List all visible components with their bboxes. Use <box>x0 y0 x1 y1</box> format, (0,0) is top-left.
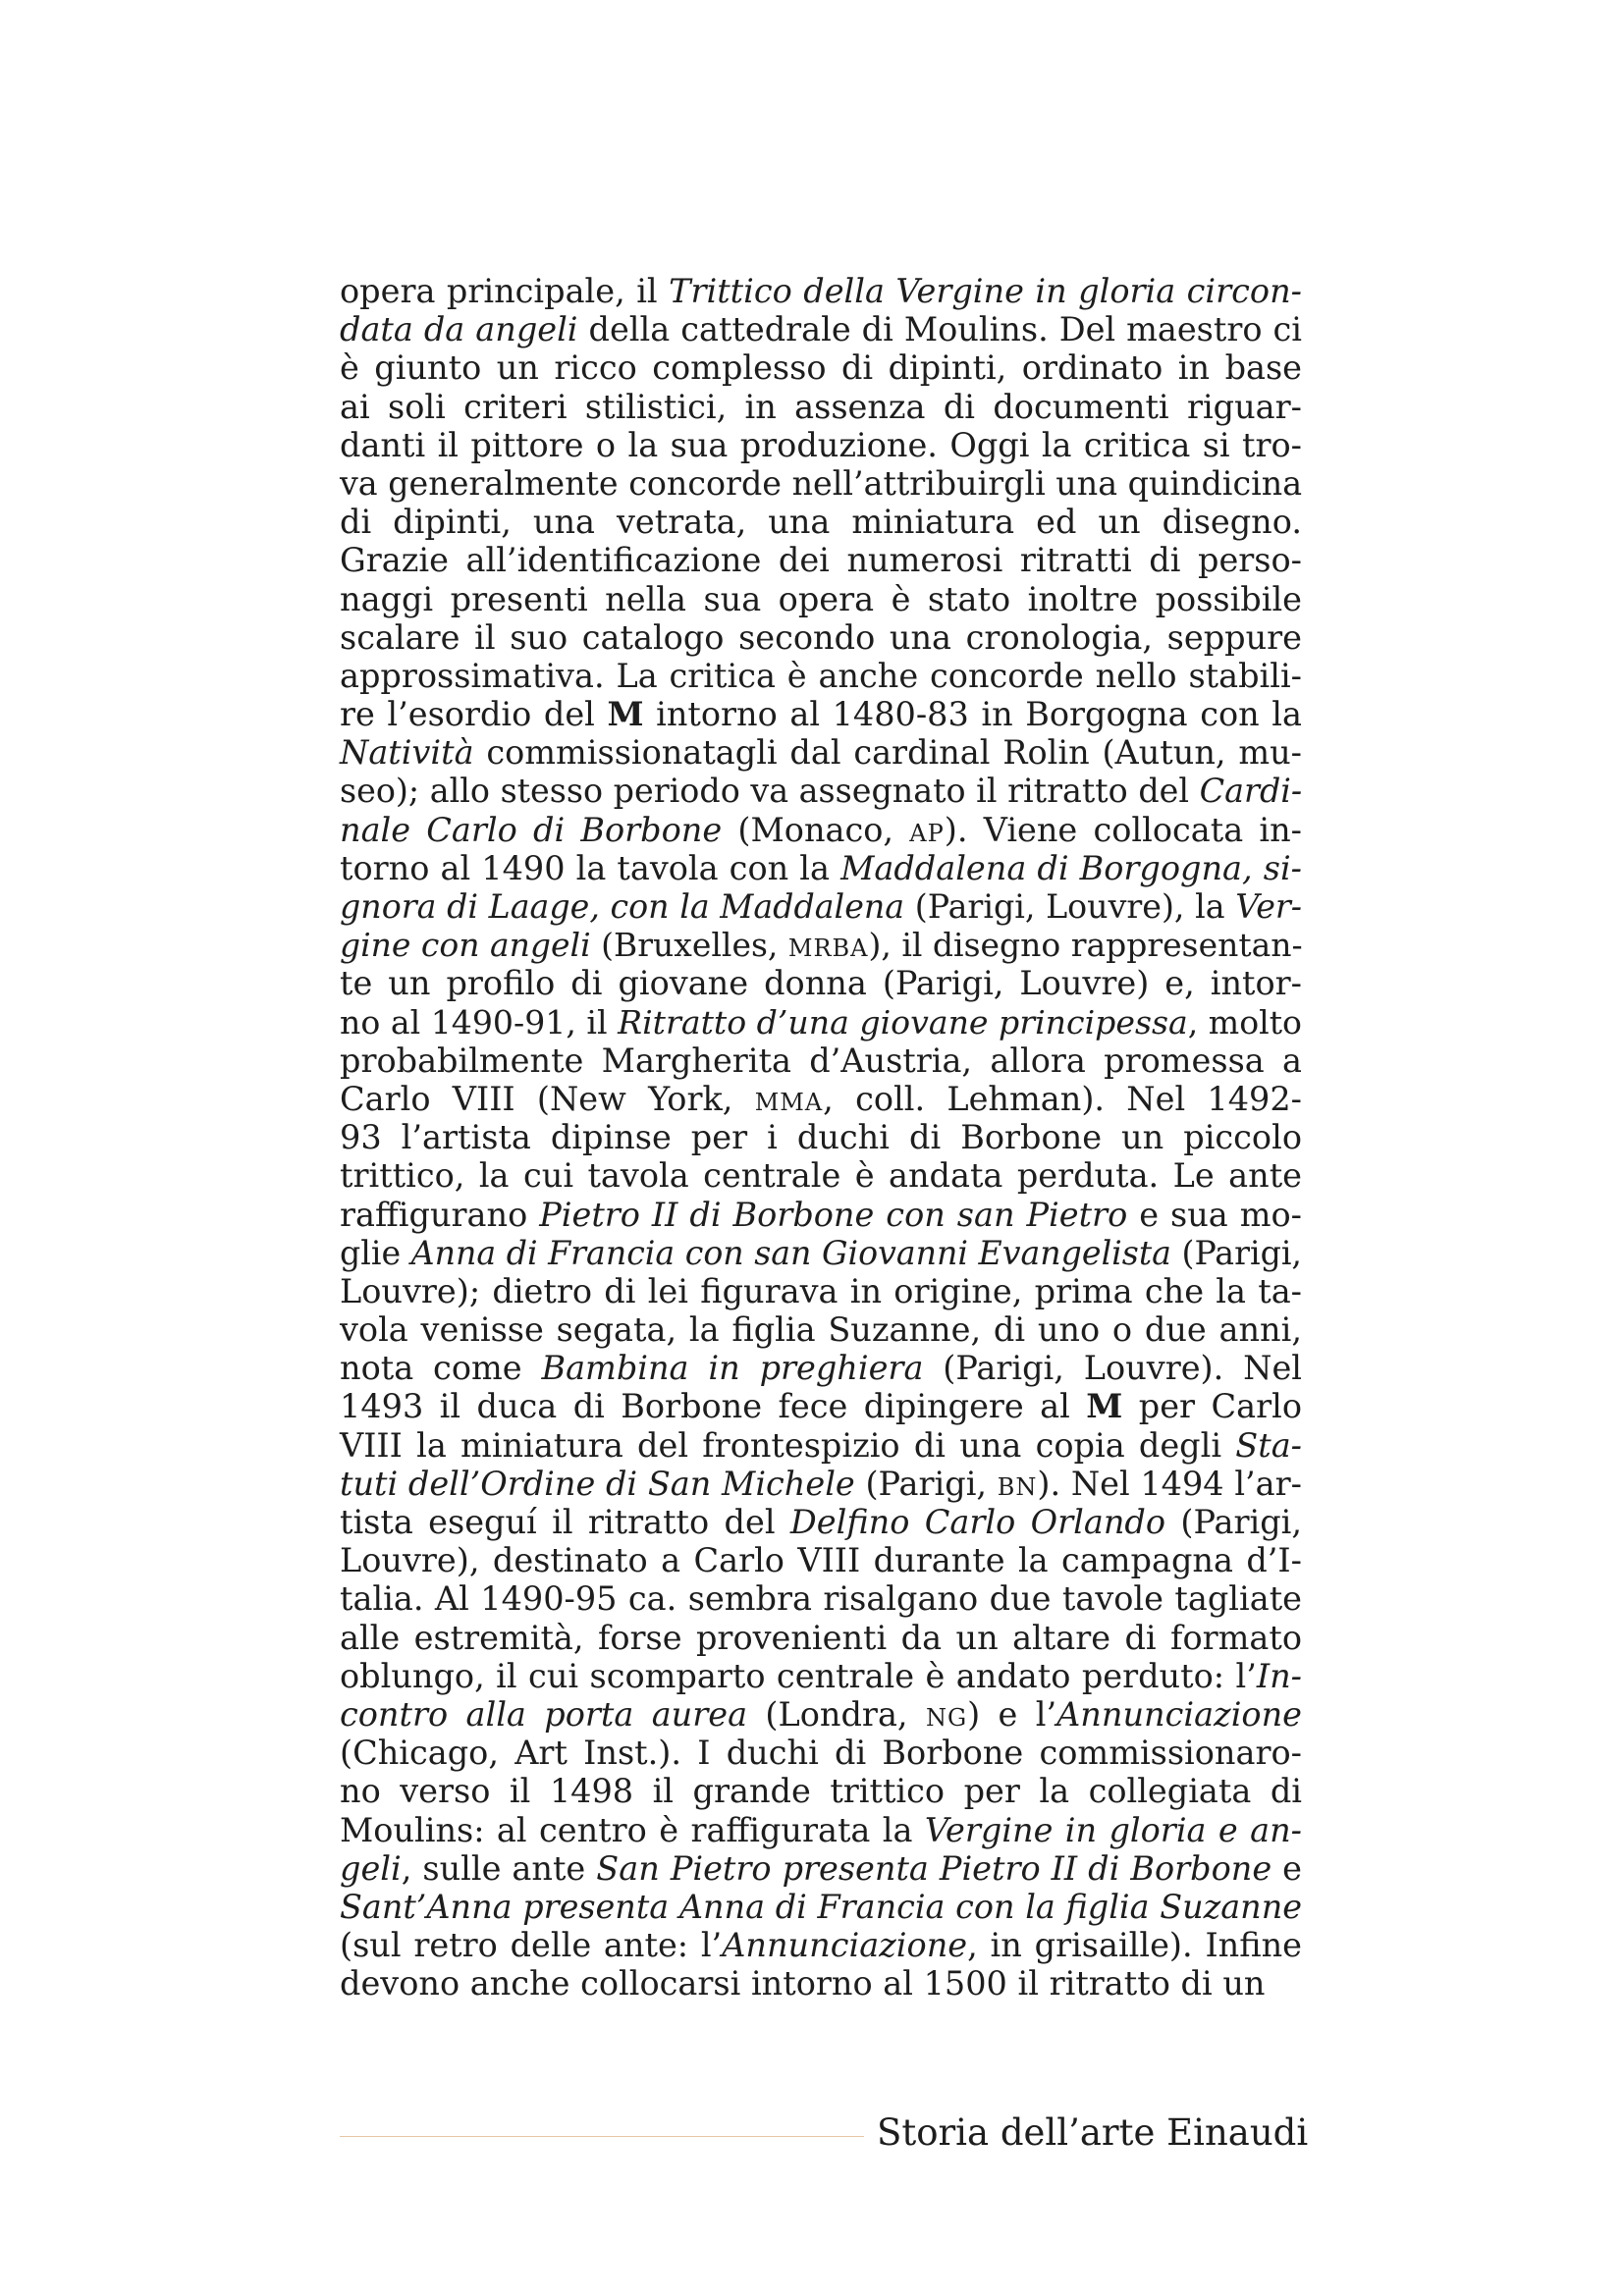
italic-text: Ritratto d’una giovane principessa <box>618 1002 1188 1041</box>
body-line <box>340 964 1302 1002</box>
text-run: no al 1490-91, il <box>340 1002 619 1041</box>
italic-text: Trittico della Vergine in gloria circon- <box>669 272 1302 310</box>
text-run: (Parigi, Louvre). Nel <box>923 1349 1303 1388</box>
body-line <box>340 811 1302 849</box>
body-line <box>340 348 1302 387</box>
text-run: (Londra, <box>747 1694 926 1734</box>
small-caps-text: AP <box>909 819 945 847</box>
text-run: della cattedrale di Moulins. Del maestro ci <box>577 310 1302 349</box>
text-run: te un profilo di giovane donna (Parigi, Louvre) e, intor- <box>340 964 1302 1003</box>
bold-text: M <box>607 695 644 734</box>
text-run: va generalmente concorde nell’attribuirgli una quindicina <box>340 463 1303 503</box>
body-line <box>340 1964 1302 2002</box>
text-run: , coll. Lehman). Nel 1492- <box>823 1079 1302 1118</box>
text-run: (sul retro delle ante: l’ <box>340 1926 723 1965</box>
body-line <box>340 733 1302 772</box>
body-line <box>340 1503 1302 1541</box>
body-line <box>340 1041 1302 1080</box>
italic-text: nale Carlo di Borbone <box>340 810 723 849</box>
small-caps-text: NG <box>925 1703 968 1732</box>
body-line <box>340 1926 1302 1964</box>
body-line <box>340 1426 1302 1465</box>
text-run: 93 l’artista dipinse per i duchi di Borbone un piccolo <box>340 1118 1302 1157</box>
text-run: opera principale, il <box>340 272 670 310</box>
body-line <box>340 464 1302 503</box>
italic-text: contro alla porta aurea <box>340 1694 748 1734</box>
bold-text: M <box>1086 1387 1123 1426</box>
text-run: vola venisse segata, la figlia Suzanne, di uno o due anni, <box>340 1310 1302 1350</box>
body-line <box>340 1657 1302 1695</box>
text-run: intorno al 1480-83 in Borgogna con la <box>643 695 1302 734</box>
body-line <box>340 1234 1302 1272</box>
body-line <box>340 1695 1302 1734</box>
text-run: (Parigi, Louvre), la <box>904 887 1236 926</box>
body-line <box>340 695 1302 733</box>
body-line <box>340 849 1302 887</box>
body-line <box>340 657 1302 695</box>
text-run: ). Nel 1494 l’ar- <box>1037 1464 1302 1503</box>
body-text <box>340 272 1302 2002</box>
text-run: commissionatagli dal cardinal Rolin (Autun, mu- <box>473 733 1302 773</box>
body-line <box>340 1619 1302 1657</box>
body-line <box>340 541 1302 579</box>
body-line <box>340 772 1302 810</box>
italic-text: data da angeli <box>340 310 578 349</box>
body-line <box>340 580 1302 618</box>
body-line <box>340 426 1302 464</box>
body-line <box>340 1811 1302 1849</box>
text-run: per Carlo <box>1122 1387 1302 1426</box>
body-line <box>340 1541 1302 1579</box>
body-line <box>340 1465 1302 1503</box>
text-run: re l’esordio del <box>340 695 608 734</box>
text-run: nota come <box>340 1349 542 1388</box>
body-line <box>340 887 1302 926</box>
italic-text: tuti dell’Ordine di San Michele <box>340 1464 855 1503</box>
text-run: 1493 il duca di Borbone fece dipingere al <box>340 1387 1087 1426</box>
body-line <box>340 1387 1302 1425</box>
italic-text: Cardi- <box>1199 772 1303 811</box>
body-line <box>340 1003 1302 1041</box>
body-line <box>340 1080 1302 1118</box>
footer-label: Storia dell’arte Einaudi <box>877 2111 1309 2154</box>
body-line <box>340 1118 1302 1156</box>
body-line <box>340 1772 1302 1810</box>
text-run: , in grisaille). Infine <box>967 1926 1302 1965</box>
body-line <box>340 1272 1302 1310</box>
text-run: ) e l’ <box>967 1694 1057 1734</box>
text-run: ), il disegno rappresentan- <box>868 926 1303 965</box>
text-run: (Monaco, <box>722 810 910 849</box>
text-run: oblungo, il cui scomparto centrale è andato perduto: l’ <box>340 1656 1257 1695</box>
small-caps-text: MRBA <box>787 934 869 963</box>
body-line <box>340 1196 1302 1234</box>
body-line <box>340 926 1302 964</box>
text-run: , molto <box>1187 1002 1302 1041</box>
text-run: glie <box>340 1233 411 1272</box>
text-run: Grazie all’identificazione dei numerosi ritratti di perso- <box>340 541 1302 580</box>
text-run: Moulins: al centro è raffigurata la <box>340 1810 925 1849</box>
text-run: naggi presenti nella sua opera è stato inoltre possibile <box>340 579 1302 618</box>
italic-text: Maddalena di Borgogna, si- <box>840 848 1302 887</box>
body-line <box>340 1849 1302 1888</box>
text-run: , sulle ante <box>401 1848 597 1888</box>
body-line <box>340 1888 1302 1926</box>
italic-text: Natività <box>340 733 474 773</box>
italic-text: San Pietro presenta Pietro II di Borbone <box>596 1848 1272 1888</box>
body-line <box>340 1579 1302 1618</box>
italic-text: Bambina in preghiera <box>541 1349 924 1388</box>
text-run: Carlo VIII (New York, <box>340 1079 755 1118</box>
text-run: torno al 1490 la tavola con la <box>340 848 841 887</box>
text-run: tista eseguí il ritratto del <box>340 1503 790 1541</box>
italic-text: Delfino Carlo Orlando <box>789 1503 1166 1541</box>
italic-text: Vergine in gloria e an- <box>924 1810 1302 1849</box>
text-run: raffigurano <box>340 1195 540 1234</box>
text-run: (Parigi, <box>1165 1503 1302 1541</box>
body-line <box>340 1156 1302 1195</box>
text-run: no verso il 1498 il grande trittico per la collegiata di <box>340 1772 1302 1811</box>
text-run: devono anche collocarsi intorno al 1500 il ritratto di un <box>340 1964 1266 2003</box>
text-run: talia. Al 1490-95 ca. sembra risalgano due tavole tagliate <box>340 1579 1302 1619</box>
italic-text: Sant’Anna presenta Anna di Francia con la figlia Suzanne <box>340 1887 1302 1926</box>
body-line <box>340 618 1302 657</box>
body-line <box>340 272 1302 310</box>
text-run: e sua mo- <box>1127 1195 1303 1234</box>
text-run: seo); allo stesso periodo va assegnato il ritratto del <box>340 772 1200 811</box>
text-run: è giunto un ricco complesso di dipinti, ordinato in base <box>340 348 1302 388</box>
text-run: (Parigi, <box>1170 1233 1302 1272</box>
text-run: e <box>1271 1848 1303 1888</box>
body-line <box>340 1310 1302 1349</box>
body-line <box>340 503 1302 541</box>
text-run: VIII la miniatura del frontespizio di una copia degli <box>340 1425 1236 1465</box>
body-line <box>340 1349 1302 1387</box>
text-run: alle estremità, forse provenienti da un altare di formato <box>340 1618 1302 1657</box>
text-run: Louvre), destinato a Carlo VIII durante la campagna d’I- <box>340 1541 1302 1580</box>
text-run: scalare il suo catalogo secondo una cronologia, seppure <box>340 617 1302 657</box>
body-line <box>340 1734 1302 1772</box>
small-caps-text: MMA <box>754 1088 824 1116</box>
italic-text: geli <box>340 1848 402 1888</box>
text-run: trittico, la cui tavola centrale è andata perduta. Le ante <box>340 1156 1302 1196</box>
text-run: (Bruxelles, <box>590 926 788 965</box>
italic-text: Anna di Francia con san Giovanni Evangelista <box>410 1233 1171 1272</box>
footer-rule <box>340 2136 864 2137</box>
small-caps-text: BN <box>997 1472 1038 1501</box>
body-line <box>340 310 1302 348</box>
text-run: ). Viene collocata in- <box>944 810 1302 849</box>
text-run: probabilmente Margherita d’Austria, allora promessa a <box>340 1041 1302 1080</box>
text-run: (Chicago, Art Inst.). I duchi di Borbone commissionaro- <box>340 1734 1302 1773</box>
italic-text: Annunciazione <box>722 1926 968 1965</box>
italic-text: Sta- <box>1235 1425 1302 1465</box>
italic-text: Ver- <box>1235 887 1303 926</box>
text-run: (Parigi, <box>854 1464 998 1503</box>
text-run: danti il pittore o la sua produzione. Oggi la critica si tro- <box>340 425 1302 464</box>
body-line <box>340 388 1302 426</box>
text-run: approssimativa. La critica è anche concorde nello stabili- <box>340 656 1302 695</box>
italic-text: Annunciazione <box>1056 1694 1302 1734</box>
italic-text: In- <box>1256 1656 1302 1695</box>
text-run: di dipinti, una vetrata, una miniatura ed un disegno. <box>340 503 1302 542</box>
italic-text: gnora di Laage, con la Maddalena <box>340 887 905 926</box>
text-run: Louvre); dietro di lei figurava in origine, prima che la ta- <box>340 1271 1302 1310</box>
italic-text: Pietro II di Borbone con san Pietro <box>539 1195 1128 1234</box>
text-run: ai soli criteri stilistici, in assenza di documenti riguar- <box>340 387 1302 426</box>
italic-text: gine con angeli <box>340 926 591 965</box>
